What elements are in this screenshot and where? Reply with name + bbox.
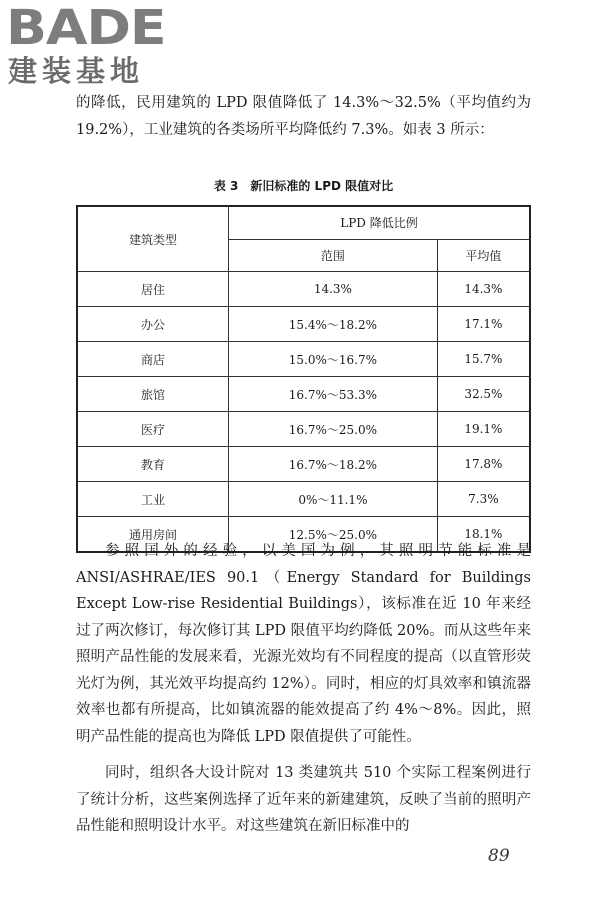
cell-average: 15.7% — [437, 342, 530, 377]
paragraph-international: 参照国外的经验，以美国为例，其照明节能标准是 ANSI/ASHRAE/IES 90.1（Energy Standard for Buildings Except Low-rise Residential Buildings），该标准在近 10 年来经过了两次修订，每次修订其 LPD 限值平均约降低 20%。而从这些年来照明产品性能的发展来看，光源光效均有不同程度的提高（以直管形荧光灯为例，其光效平均提高约 12%）。同时，相应的灯具效率和镇流器效率也都有所提高，比如镇流器的能效提高了约 4%～8%。因此，照明产品性能的提高也为降低 LPD 限值提供了可能性。 — [76, 543, 531, 745]
cell-range: 16.7%～18.2% — [229, 447, 438, 482]
cell-range: 15.0%～16.7% — [229, 342, 438, 377]
table-caption: 表 3 新旧标准的 LPD 限值对比 — [213, 179, 394, 193]
cell-range: 12.5%～25.0% — [229, 517, 438, 553]
cell-type: 通用房间 — [77, 517, 229, 553]
table-row — [77, 482, 530, 517]
cell-type: 工业 — [77, 482, 229, 517]
cell-type: 旅馆 — [77, 377, 229, 412]
cell-average: 14.3% — [437, 272, 530, 307]
table-row — [77, 377, 530, 412]
table-row — [77, 412, 530, 447]
logo — [6, 2, 181, 92]
header-average: 平均值 — [437, 239, 530, 272]
cell-range: 16.7%～25.0% — [229, 412, 438, 447]
paragraph-intro: 的降低，民用建筑的 LPD 限值降低了 14.3%～32.5%（平均值约为 19.2%），工业建筑的各类场所平均降低约 7.3%。如表 3 所示： — [76, 95, 531, 138]
cell-average: 17.1% — [437, 307, 530, 342]
header-range: 范围 — [229, 239, 438, 272]
table-row — [77, 307, 530, 342]
cell-range: 15.4%～18.2% — [229, 307, 438, 342]
header-lpd-reduction: LPD 降低比例 — [229, 206, 531, 239]
cell-type: 办公 — [77, 307, 229, 342]
cell-type: 教育 — [77, 447, 229, 482]
cell-average: 18.1% — [437, 517, 530, 553]
cell-range: 0%～11.1% — [229, 482, 438, 517]
logo-wordmark: BADE — [6, 0, 166, 56]
cell-type: 商店 — [77, 342, 229, 377]
cell-average: 17.8% — [437, 447, 530, 482]
paragraph-statistics: 同时，组织各大设计院对 13 类建筑共 510 个实际工程案例进行了统计分析，这些案例选择了近年来的新建建筑，反映了当前的照明产品性能和照明设计水平。对这些建筑在新旧标准中的 — [76, 765, 531, 834]
table-row — [77, 272, 530, 307]
cell-average: 32.5% — [437, 377, 530, 412]
logo-subtitle: 建装基地 — [8, 54, 145, 88]
cell-type: 居住 — [77, 272, 229, 307]
table-row — [77, 447, 530, 482]
table-row — [77, 342, 530, 377]
header-building-type: 建筑类型 — [77, 206, 229, 272]
cell-type: 医疗 — [77, 412, 229, 447]
cell-range: 16.7%～53.3% — [229, 377, 438, 412]
cell-range: 14.3% — [229, 272, 438, 307]
page-number: 89 — [488, 846, 510, 866]
lpd-comparison-table — [76, 205, 531, 553]
cell-average: 19.1% — [437, 412, 530, 447]
cell-average: 7.3% — [437, 482, 530, 517]
